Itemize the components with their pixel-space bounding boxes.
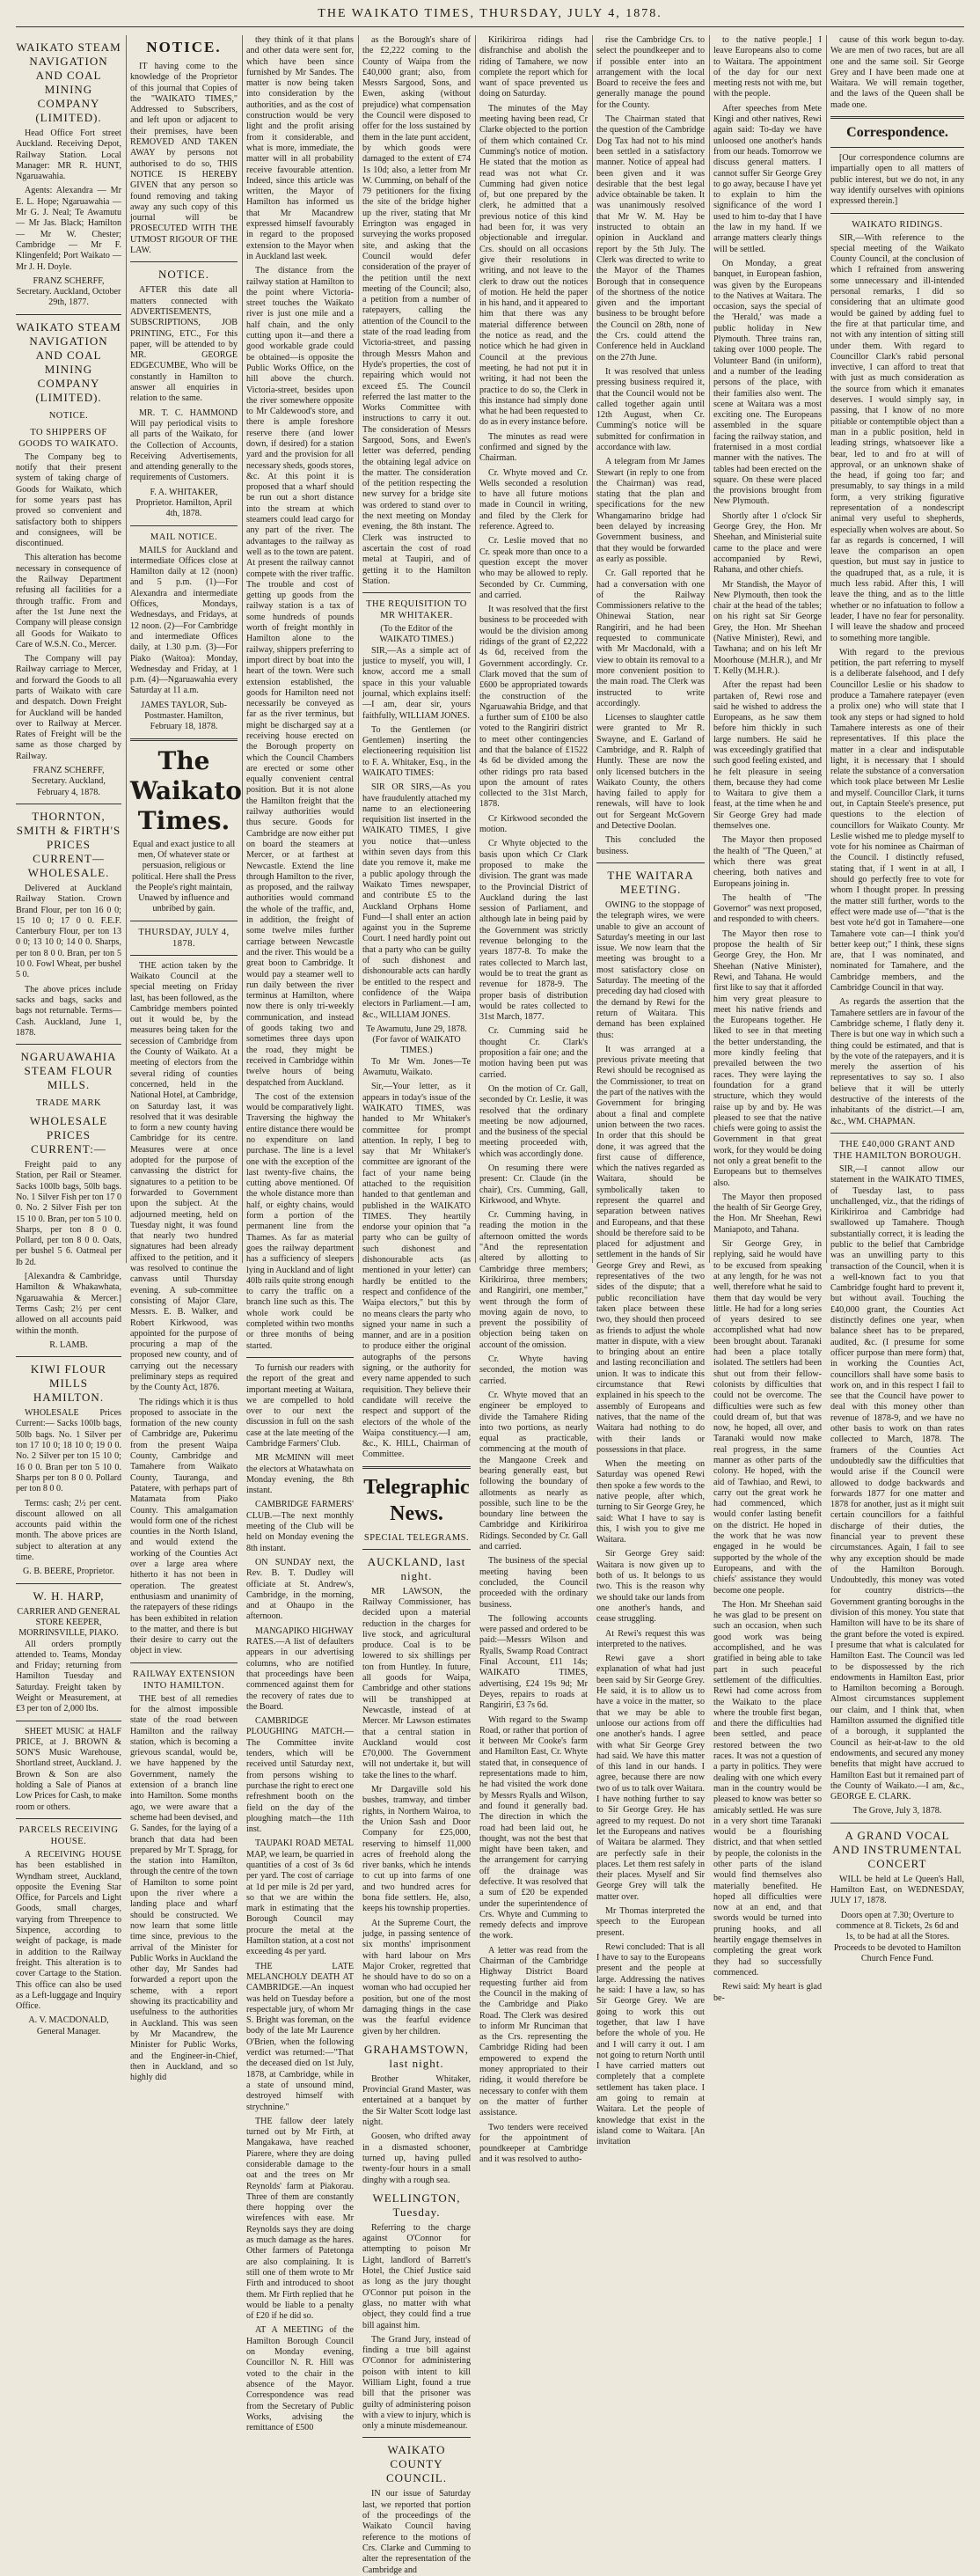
article-paragraph: After the repast had been partaken of, Rewi rose and said he wished to address the Europeans, as he saw them before him thickly in such large numbers. He said he was exceedingly gratified that such good feeling existed, and he felt pleasure in seeing them, because they had come to Waitara to give them a feast, at the time when he and Sir George Grey had made themselves one. xyxy=(713,680,822,832)
article-paragraph: IT having come to the knowledge of the Proprietor of this journal that Copies of the "WAIKATO TIMES," Addressed to Subscribers, and left upon or adjacent to their premises, have been REMOVED AND TAKEN AWAY by persons not authorised to do so, THIS NOTICE IS HEREBY GIVEN that any person so found removing and taking away any such copy of this journal will be PROSECUTED WITH THE UTMOST RIGOUR OF THE LAW. xyxy=(130,62,238,256)
section-heading: W. H. HARP, xyxy=(33,1589,105,1603)
byline: R. LAMB. xyxy=(49,1339,88,1350)
header-title: THE WAIKATO TIMES, THURSDAY, JULY 4, 1878. xyxy=(318,7,662,20)
article-paragraph: Brother Whitaker, Provincial Grand Master, was entertained at a banquet by the Sir Walter Scott lodge last night. xyxy=(362,2073,471,2128)
sub-heading: PARCELS RECEIVING HOUSE. xyxy=(18,1824,119,1846)
byline: A. V. MACDONALD, General Manager. xyxy=(28,2015,109,2037)
section-heading: THORNTON, SMITH & FIRTH'S PRICES CURRENT—WHOLESALE. xyxy=(16,809,121,879)
column-rule xyxy=(130,955,238,956)
sub-heading: RAILWAY EXTENSION INTO HAMILTON. xyxy=(132,1669,236,1691)
sub-heading: TO SHIPPERS OF GOODS TO WAIKATO. xyxy=(18,427,119,449)
article-paragraph: A telegram from Mr James Stewart (in reply to one from the Chairman) was read, stating that the plan and specifications for the new Whangamarino bridge had been delayed by increasing Government business, and that they would be forwarded as early as possible. xyxy=(596,457,705,564)
article-paragraph: Mr Dargaville sold his bushes, tramway, and timber rights, in Northern Wairoa, to the Union Sash and Door Company for £25,000, reserving to himself 11,000 acres of freehold along the river banks, which he intends to cut up into farms of one and two hundred acres for bona fide settlers. He, also, keeps his township properties. xyxy=(362,1785,471,1914)
column-8 xyxy=(830,35,964,1963)
article-paragraph: Terms: cash; 2½ per cent. discount allowed on all accounts paid within the month. The above prices are subject to alteration at any time. xyxy=(16,1498,121,1563)
column-7 xyxy=(713,35,822,2003)
article-paragraph: The Company beg to notify that their present system of taking charge of Goods for Waikato, which for some years past has proved so convenient and satisfactory both to shippers and consignees, will be discontinued. xyxy=(16,451,121,549)
section-masthead: Correspondence. xyxy=(846,125,948,141)
column-rule xyxy=(16,1583,121,1584)
column-3 xyxy=(246,35,354,2433)
article-paragraph: A RECEIVING HOUSE has been established in Wyndham street, Auckland, opposite the Evening Star Office, for Parcels and Light Goods, small charges, varying from Threepence to Sixpence, according to weight of package, is made in addition to the Railway freight. This alteration is to cover Cartage to the Station. This office can also be used as a Left-luggage and Inquiry Office. xyxy=(16,1849,121,2012)
column-separator xyxy=(709,35,710,1263)
article-paragraph: As regards the assertion that the Tamahere settlers are in favour of the Cambridge scheme, I flatly deny it. There is but one way in which such a thing could be estimated, and that is by the vote of the ratepayers, and it is merely the assertion of his representatives to say so. I also believe that it will be utterly destructive of the interests of the inhabitants of the district.—I am, &c., WM. CHAPMAN. xyxy=(830,997,964,1127)
article-paragraph: ON SUNDAY next, the Rev. B. T. Dudley will officiate at St. Andrew's, Cambridge, in the morning, and at Ohaupo in the afternoon. xyxy=(246,1557,354,1622)
article-paragraph: The business of the special meeting having been concluded, the Council proceeded with the ordinary business. xyxy=(479,1556,588,1610)
article-paragraph: THE best of all remedies for the almost impossible state of the road between Hamilton and the railway station, which is becoming a grievous scandal, would be, we have happened by the Government, namely the extension of a branch line into Hamilton. Some months ago, we were aware that a scheme had been devised, and G. Sandes, for the laying of a branch that data had been prepared by Mr T. Spragg, for the station into Hamilton, through the centre of the town of Hamilton to some point upon the river where a landing place and wharf should be constructed. We now learn that some little time since, previous to the arrival of the Minister for Public Works in Auckland the other day, Mr Sandes had forwarded a report upon the scheme, with a report showing its practicability and usefulness to the authorities in Auckland. This was seen by Mr Macandrew, the Minister for Public Works, and the Engineer-in-Chief, then in Auckland, and so highly did xyxy=(130,1693,238,2083)
article-paragraph: The health of "The Governor" was next proposed, and responded to with cheers. xyxy=(713,892,822,925)
article-paragraph: AT A MEETING of the Hamilton Borough Council on Monday evening, Councillor N. R. Hill was voted to the chair in the absence of the Mayor. Correspondence was read from the Secretary of Public Works, advising the remittance of £500 xyxy=(246,2325,354,2433)
section-heading: WAIKATO COUNTY COUNCIL. xyxy=(385,2443,448,2485)
article-paragraph: Cr Whyte objected to the basis upon which Cr Clark proposed to make the division. The grant was made to the Provincial District of Auckland during the last session of Parliament, and although late in being paid by the Government was strictly revenue belonging to the years 1877-8. To make the rates collected to March last, would be to treat the grant as revenue for 1878-9. The proper basis of distribution would be rates collected to 31st March, 1877. xyxy=(479,839,588,1023)
column-5 xyxy=(479,35,588,2165)
newspaper-masthead: The Waikato Times. xyxy=(130,745,242,835)
article-paragraph: Rewi said: My heart is glad be- xyxy=(713,1982,822,2003)
section-heading: WELLINGTON, Tuesday. xyxy=(372,2191,461,2219)
article-paragraph: With regard to the Swamp Road, or rather that portion of it between Mr Cooke's farm and Hamilton East, Cr. Whyte stated that, in consequence of representations made to him, he had visited the work done by Messrs Ryalls and Wilson, and found it generally bad. The direction in which the road had been laid out, he thought, was not the best that might have been taken, and the arrangement for carrying off the drainage was defective. It was resolved that a sum of £20 be expended under the superintendence of Crs. Whyte and Cumming to remedy defects and improve the work. xyxy=(479,1714,588,1941)
section-heading: WHOLESALE PRICES CURRENT:— xyxy=(29,1114,108,1156)
article-paragraph: This alteration has become necessary in consequence of the Railway Department refusing all facilities for a through traffic. From and after the 1st June next the Company will please consign all Goods for Waikato to Care of W.S.N. Co., Mercer. xyxy=(16,553,121,650)
article-paragraph: [Our correspondence columns are impartially open to all matters of public interest, but we do not, in any way identify ourselves with opinions expressed therein.] xyxy=(830,153,964,207)
article-paragraph: WILL be held at Le Queen's Hall, Hamilton East, on WEDNESDAY, JULY 17, 1878. xyxy=(830,1874,964,1906)
article-paragraph: Cr. Cumming having, in reading the motion in the afternoon omitted the words "And the representation altered by allotting to Cambridge three members; Kirikiriroa, three members; and Rangiriri, one member," went through the form of moving again de novo, to prevent the possibility of objection being taken on account of the omission. xyxy=(479,1210,588,1350)
article-paragraph: Mr Thomas interpreted the speech to the European present. xyxy=(596,1905,705,1938)
article-paragraph: IN our issue of Saturday last, we reported that portion of the proceedings of the Waikato Council having reference to the motions of Crs. Clarke and Cumming to alter the representation of the Cambridge and xyxy=(362,2489,471,2575)
byline: The Grove, July 3, 1878. xyxy=(852,1806,942,1816)
byline: FRANZ SCHERFF, Secretary. Auckland, February 4, 1878. xyxy=(32,766,106,797)
article-paragraph: SIR OR SIRS,—As you have fraudulently attached my name to an electioneering requisition list inserted in the WAIKATO TIMES, I give you notice that—unless within seven days from this date you remove it, make me a public apology through the Waikato Times newspaper, and contribute £5 to the Auckland Orphans Home Fund—I shall enter an action against you in the Supreme Court. I need hardly point out that a party who can be guilty of such dishonest and dishonourable acts can hardly be entitled to the respect and confidence of the Waipa electors in Parliament.—I am, &c., WILLIAM JONES. xyxy=(362,782,471,1020)
article-paragraph: OWING to the stoppage of the telegraph wires, we were unable to give an account of Saturday's meeting in our last issue. We now learn that the meeting was brought to a most satisfactory close on Saturday. The meeting of the preceding day had closed with the demand by Rewi for the return of Waitara. This demand has been explained thus: xyxy=(596,899,705,1040)
byline: Doors open at 7.30; Overture to commence at 8. Tickets, 2s 6d and 1s, to be had at all the Stores. Proceeds to be devoted to Hamilton Church Fence Fund. xyxy=(833,1910,962,1963)
column-rule xyxy=(362,592,471,593)
section-heading: WAIKATO STEAM NAVIGATION AND COAL MINING COMPANY (LIMITED). xyxy=(16,319,121,404)
article-paragraph: It was arranged at a previous private meeting that Rewi should be recognised as the Commissioner, to treat on the part of the natives with the Government for bringing about a final and complete union between the two races. In order that this should be done, it was agreed that the first cause of difference, which the natives regarded as Waitara, should be symbolically taken to represent the quarrel and separation between natives and Europeans, and that these should be therefore said to be placed for adjustment and settlement in the hands of Sir George Grey and Rewi, as representatives of the two sides of the dispute; that a public reconciliation have taken place between these two, they should then proceed as friends to adjust the whole matter in dispute, with a view to bringing about an entire and lasting reconciliation and union. It was to indicate this circumstance that Rewi explained in his speech to the assembly of Europeans and natives, that the name of the Waitara had nothing to do with their lands or possessions in that place. xyxy=(596,1044,705,1455)
column-rule xyxy=(130,525,238,526)
article-paragraph: rise the Cambridge Crs. to select the poundkeeper and to if possible enter into an arrangement with the local Board to receive the fees and generally manage the pound for the County. xyxy=(596,35,705,110)
column-separator xyxy=(242,35,243,1263)
page-header xyxy=(0,7,980,21)
section-heading: GRAHAMSTOWN, last night. xyxy=(363,2042,469,2070)
article-paragraph: The distance from the railway station at Hamilton to the point where Victoria-street touches the Waikato river is just one mile and a half chain, and the only cutting upon it—and there a good workable grade could be obtained—is opposite the Public Works Office, on the hill above the church. Victoria-street, besides upon the river somewhere opposite to Mr Caldewood's store, and there is ample foreshore reserve there (and lower down, if desired) for a station yard and the provision for all necessary sheds, goods stores, &c. At this point it is proposed that a wharf should be run out a short distance into the stream at which steamers could lead cargo for any part of the river. The advantages to the railway as well as to the town are patent. At present the railway cannot compete with the river traffic. The trouble and cost of getting up goods from the railway station is a tax of some hundreds of pounds worth of freight monthly in Hamilton alone to the railway, shippers preferring to import direct by boat into the heart of the town. Were such extension established, the goods for Hamilton need not necessarily be conveyed as far as the river terminus, but might be discharged say at a receiving house erected on the Borough property on which the Council Chambers are erected or some other equally convenient central position. But it is not alone the Hamilton freight that the railway authorities would thus secure. Goods for Cambridge are now either put on board the steamers at Mercer, or at farthest at Newcastle. Extend the line through Hamilton to the river, as proposed, and the railway authorities would command the whole of the traffic, and, in addition, the freight of some twelve miles further carriage between Newcastle and the river. This would be a great boon to Cambridge. It would pay a steamer well to run daily between the river terminus at Hamilton, where now there is only tri-weekly communication, and instead of goods taking two and sometimes three days upon the road, they might be received in Cambridge within twelve hours of being despatched from Auckland. xyxy=(246,266,354,1088)
article-paragraph: To furnish our readers with the report of the great and important meeting at Waitara, we are compelled to hold over to our next the discussion in full on the sash case at the late meeting of the Cambridge Farmers' Club. xyxy=(246,1362,354,1449)
column-4 xyxy=(362,35,471,2575)
article-paragraph: With regard to the previous petition, the part referring to myself is a deliberate falsehood, and I defy Councillor Leslie or his shadow to produce a Tamahere ratepayer (even a prolix one) who will state that I took any steps or had signed to hold Tamahere interests as one of their representatives. If this place the matter in a clear and indisputable light, it is necessary that I should relate the substance of a conversation which took place between Mr Leslie and myself. Councillor Clark, it turns out, in Captain Steele's presence, put questions to the election of councillors for Waikato County. Mr Leslie wished me to pledge myself to vote for his nominee as Chairman of the Council. I distinctly refused, stating that, if I went in at all, I should go perfectly free to vote for whom I thought proper. In pressing the matter still further, words to the effect were made use of—"that is the best vote he'd got in Tamahere—one Tamahere vote can—I think you'd better keep out;" I think, these signs are, that I was nominated, and nominated for Tamahere, and the Cambridge members, and the Cambridge Council in that way. xyxy=(830,647,964,994)
article-paragraph: SHEET MUSIC at HALF PRICE, at J. BROWN & SON'S Music Warehouse, Shortland street, Auckland. J. Brown & Son are also holding a Sale of Pianos at Low Prices for Cash, to make room or others. xyxy=(16,1726,121,1812)
article-paragraph: CAMBRIDGE FARMERS' CLUB.—The next monthly meeting of the Club will be held on Monday evening the 8th instant. xyxy=(246,1500,354,1553)
article-paragraph: After speeches from Mete Kingi and other natives, Rewi again said: To-day we have unloosed one another's hands from our heads. Tomorrow we discuss general matters. I cannot suffer Sir George Grey to go away, because I have yet to explain to him the significance of the word I used to him to-day that I have the law in my hand. If we arrange matters clearly things will be settled. xyxy=(713,103,822,254)
article-paragraph: On resuming there were present: Cr. Claude (in the chair), Crs. Cumming, Gall, Kirkwood, and Whyte. xyxy=(479,1163,588,1206)
article-paragraph: SIR,—With reference to the special meeting of the Waikato County Council, at the conclusion of which I refrained from answering some unnecessary and ill-intended personal remarks, I did so considering that an ultimate good would be gained by adding fuel to the fire at that particular time, and not with any intention of sitting still under them. With regard to Councillor Clark's rabid personal invective, I can afford to treat that with just as much consideration as the source from which it emanates deserves. I would simply say, in passing, that I know of no more pitiable or contemptible object than a man in a public position, held in leading strings, whatsoever like a bear, led to and fro at will of approval, or an unknown shake of the head, if going too far; and presumably, to say things in a mild form, a very striking figurative representation of a nondescript animal very useful to shepherds, especially when wolves are about. So far as regards is concerned, I will leave the comparison an open question, but must say in justice to the quadruped that, as a rule, it is much less rabid. After this, I will leave the thing, and as to the little whether or no infatuation to follow a leader, I have no fear for personality. I will leave the shadow and proceed to something more tangible. xyxy=(830,232,964,643)
section-heading: NOTICE. xyxy=(146,39,222,55)
sub-heading: THURSDAY, JULY 4, 1878. xyxy=(138,927,230,949)
byline: CARRIER AND GENERAL STORE KEEPER, MORRINSVILLE, PIAKO. xyxy=(17,1606,121,1639)
column-rule xyxy=(246,1357,354,1358)
article-paragraph: they think of it that plans and other data were sent for, which have been since furnished by Mr Sandes. The matter is now being taken into consideration by the authorities, and as the cost of construction would be very light and the profit arising from it considerable, and what is more, immediate, the matter will in all probability receive favourable attention. Indeed, since this article was written, the Mayor of Hamilton has informed us that Mr Macandrew expressed himself favourably in regard to the proposed extension to the Mayor when in Auckland last week. xyxy=(246,35,354,261)
column-rule xyxy=(130,1662,238,1663)
article-paragraph: All orders promptly attended to. Teams, Monday and Friday; returning from Hamilton Tuesday and Saturday. Freight taken by Weight or Measurement, at £3 per ton of 2,000 lbs. xyxy=(16,1639,121,1714)
column-rule xyxy=(362,1466,471,1469)
article-paragraph: The following accounts were passed and ordered to be paid:—Messrs Wilson and Ryalls, Swamp Road Contract Final Account, £11 14s; WAIKATO TIMES, advertising, £24 19s 9d; Mr Deyes, repairs to roads at Rangiriri, £3 7s 6d. xyxy=(479,1613,588,1711)
column-rule xyxy=(16,1356,121,1357)
article-paragraph: Cr. Whyte moved and Cr. Wells seconded a resolution to have all future motions made in Council in writing, and filed by the Clerk for reference. Agreed to. xyxy=(479,467,588,532)
article-paragraph: Cr. Leslie moved that no Cr. speak more than once to a question except the mover who may be allowed to reply. Seconded by Cr. Cumming, and carried. xyxy=(479,536,588,600)
column-rule xyxy=(362,1549,471,1550)
article-paragraph: as the Borough's share of the £2,222 coming to the County of Waipa from the £40,000 grant; also, from Messrs Sargood, Sons, and Ewen, asking (without prejudice) what compensation the Council were disposed to offer for the loss sustained by them in the late punt accident, by which goods were damaged to the extent of £74 1s 10d; also, a letter from Mr W. Cumming, on behalf of the 79 petitioners for the fixing the site of the bridge higher up the river, stating that Mr Errington was engaged in surveying the works proposed site, and asking that the Council would defer consideration of the prayer of the petition until the next meeting of the Council; also, a petition from a number of ratepayers, calling the attention of the Council to the state of the road leading from Victoria-street, and passing through Messrs Mahon and Hyde's properties, the cost of repairing which would not exceed £5. The Council referred the last matter to the Works Committee with instructions to carry it out. The consideration of Messrs Sargood, Sons, and Ewen's letter was deferred, pending the obtaining legal advice on the matter. The consideration of the petition respecting the new survey for a bridge site was ordered to stand over to the next meeting on Monday evening, the 8th instant. The Clerk was instructed to ascertain the cost of road metal at Taupiri, and of getting it to the Hamilton Station. xyxy=(362,35,471,586)
column-rule xyxy=(16,1044,121,1045)
article-paragraph: MR. T. C. HAMMOND Will pay periodical visits to all parts of the Waikato, for the Collection of Accounts, Receiving Advertisements, and attending generally to the requirements of Customers. xyxy=(130,407,238,483)
byline: Te Awamutu, June 29, 1878. xyxy=(366,1024,467,1034)
sub-heading: THE REQUISITION TO MR WHITAKER. xyxy=(366,599,467,621)
article-paragraph: On the motion of Cr. Gall, seconded by Cr. Leslie, it was resolved that the ordinary meeting be now adjourned, and the business of the special meeting proceeded with, which was accordingly done. xyxy=(479,1083,588,1159)
article-paragraph: cause of this work begun to-day. We are men of two races, but are all one and the same soil. Sir George Grey and I have been made one at Waitara. We will remain together, and the laws of the Queen shall be made one. xyxy=(830,35,964,110)
article-paragraph: AFTER this date all matters connected with ADVERTISEMENTS, SUBSCRIPTIONS, JOB PRINTING, ETC., For this paper, will be attended to by MR. GEORGE EDGECUMBE, Who will be constantly in Hamilton to answer all enquiries in relation to the same. xyxy=(130,285,238,404)
article-paragraph: On Monday, a great banquet, in European fashion, was given by the Europeans to the Natives at Waitara. The occasion, says the special of the 'Herald,' was made a public holiday in New Plymouth. Three trains ran, taking over 1000 people. The Volunteer Band (in uniform), and a number of the leading persons of the place, with their families also went. The scene at Waitara was a most exciting one. The Europeans assembled in the square facing the railway station, and fraternised in a most cordial manner with the natives. The tables had been erected on the square. On these were placed the provisions brought from New Plymouth. xyxy=(713,258,822,507)
column-rule xyxy=(130,738,238,741)
column-6 xyxy=(596,35,705,2147)
byline: F. A. WHITAKER, Proprietor. Hamilton, April 4th, 1878. xyxy=(135,487,232,519)
column-1 xyxy=(16,35,122,2037)
article-paragraph: [Alexandra & Cambridge, Hamilton & Whakawhata, Ngaruawahia & Mercer.] Terms Cash; 2½ per cent allowed on all accounts paid within the month. xyxy=(16,1272,121,1336)
article-paragraph: SIR,—I cannot allow our statement in the WAIKATO TIMES, of Tuesday last, to pass unchallenged, viz., that the ridings of Kirikiriroa and Cambridge had swallowed up Tamahere. Though substantially correct, it is leading the public to the belief that Cambridge was an unwilling party to this transaction of the Council, when it is a well-known fact to you that Cambridge fought hard to prevent it, but without avail. Touching the £40,000 grant, the Counties Act distinctly defines one year, when balance sheet has to be prepared, audited, &c. (I presume for some officer purpose than mere form) that, in working the Counties Act, councillors shall have some basis to work on, and in this respect I fail to see that the Council have power to deal with this money other than revenue of 1878-9, and we have no other basis to work on than rates collected to March, 1878. The framers of the Counties Act undoubtedly saw the difficulties that would arise if the Council were allowed to dodge backwards and forwards 1877 for one matter and 1878 for another, just as it might suit certain councillors for a faithful discharge of their duties, the financial year to prevent these circumstances. Again, I fail to see why any exception should be made of the Hamilton Borough. Undoubtedly, this money was voted for country districts—the Government granting boroughs in the division of this money. You state that Hamilton will have to be its share of the grant before the voted is expired. I presume that what is calculated for Hamilton East. The Council was led to be dispossessed by the rich endowments in Hamilton East, prior to Hamilton becoming a Borough. Almost circumstances supplement our claim, and I think that, when Hamilton assumed the dignified title of a borough, it supplanted the Council as heir-at-law to the old endowments, and secured any money benefits that might have accrued to Hamilton East but it remained part of the County of Waikato.—I am, &c., GEORGE E. CLARK. xyxy=(830,1163,964,1802)
column-2 xyxy=(130,35,242,2083)
article-paragraph: The Mayor then proposed the health of Sir George Grey, the Hon. Mr Sheehan, Rewi Maniapoto, and Tahana. xyxy=(713,1192,822,1235)
section-heading: THE WAITARA MEETING. xyxy=(607,868,694,896)
article-paragraph: The cost of the extension would be comparatively light. Traversing the highway the entire distance there would be no expenditure on land purchase. The line is a level one with the exception of the last twenty-five chains, the cutting above mentioned. Of the whole distance more than half, or eighty chains, would form a portion of the permanent line from the Thames. As far as material goes the railway department has a sufficiency of sleepers lying in Auckland and of light 40lb rails quite strong enough to carry the traffic on a branch line such as this. The whole work could be completed within two months or three months of being started. xyxy=(246,1091,354,1351)
column-rule xyxy=(830,213,964,214)
article-paragraph: Rewi gave a short explanation of what had just been said by Sir George Grey. He said, it is to allow us to have a voice in the matter, so that we may be able to unloose our actions from off one another's hands. I agree with what Sir George Grey had said. We have this matter of this land in our hands. I agree, because there are now two of us to talk over Waitara. I have nothing further to say to Sir George Grey. He has agreed to my request. Do not let the Europeans and natives of Waitara be alarmed. They are perfectly safe in their places. Let them rest safely in their places. Myself and Sir George Grey will talk the matter over. xyxy=(596,1654,705,1902)
column-rule xyxy=(16,314,121,315)
article-paragraph: WHOLESALE Prices Current:— Sacks 100lb bags, 50lb bags. No. 1 Silver per ton 17 10 0; 18 10 0; 19 0 0. No. 2 Silver per ton 15 10 0; 16 0 0. Bran per ton 5 10 0. Sharps per ton 8 0 0. Pollard per ton 8 0 0. xyxy=(16,1408,121,1494)
section-heading: WAIKATO STEAM NAVIGATION AND COAL MINING COMPANY (LIMITED). xyxy=(16,40,121,124)
article-paragraph: MR McMINN will meet the electors at Whatawhata on Monday evening, the 8th instant. xyxy=(246,1453,354,1496)
column-rule xyxy=(830,147,964,148)
article-paragraph: Two tenders were received for the appointment of poundkeeper at Cambridge and it was resolved to autho- xyxy=(479,2122,588,2165)
article-paragraph: Cr. Gall reported that he had a conversation with one of the Railway Commissioners relative to the Ohinewai Station, near Rangiriri, and he had been requested to communicate with Mr Macdonald, with a view to obtain its removal to a more convenient position to the main road. The Clerk was instructed to write accordingly. xyxy=(596,569,705,708)
article-paragraph: Cr Kirkwood seconded the motion. xyxy=(479,813,588,835)
article-paragraph: To the Gentlemen (or Gentlemen) inserting the electioneering requisition list to F. A. Whitaker, Esq., in the WAIKATO TIMES: xyxy=(362,724,471,778)
byline: Equal and exact justice to all men, Of whatever state or persuasion, religious or political. Here shall the Press the People's right maintain, Unawed by influence and unbribed by gain. xyxy=(131,839,236,914)
article-paragraph: Licenses to slaughter cattle were granted to Mr R. Swayne, and E. Garland of Cambridge, and R. Ralph of Huntly. These are now the only licensed butchers in the Waikato County, the others having failed to apply for renewals, will have to look out for Sergeant McGovern and Detective Doolan. xyxy=(596,713,705,832)
sub-heading: THE £40,000 GRANT AND THE HAMILTON BOROUGH. xyxy=(833,1139,962,1161)
article-paragraph: Referring to the charge against O'Connor for attempting to poison Mr Light, landlord of Barrett's Hotel, the Chief Justice said as long as the jury thought O'Connor put poison in the glass, no matter with what object, they could find a true bill against him. xyxy=(362,2222,471,2330)
article-paragraph: Freight paid to any Station, per Rail or Steamer. Sacks 100lb bags, 50lb bags. No. 1 Silver Fish per ton 17 0 0. No. 2 Silver Fish per ton 15 10 0. Bran, per ton 5 10 0. Sharps, per ton 8 0 0. Pollard, per ton 8 0 0. Oats, per bushel 5 6. Oatmeal per lb 2d. xyxy=(16,1160,122,1267)
section-heading: AUCKLAND, last night. xyxy=(367,1554,466,1582)
column-separator xyxy=(592,35,593,1263)
article-paragraph: The minutes as read were confirmed and signed by the Chairman. xyxy=(479,431,588,464)
article-paragraph: The Hon. Mr Sheehan said he was glad to be present on such an occasion, when such good work was being accomplished, and he was gratified in being able to take part in such peaceful settlement of the difficulties. Rewi had come across from the Waikato to the place where the trouble first began, and there the difficulties had been settled, and peace restored between the two races. It was not a question of a party in politics. They were dealing with one which every man in the country would be pleased to know was better so amicably settled. He was sure in a very short time Taranaki would be a flourishing district, and that when settled by people, the colonists in the other parts of the island would find themselves also materially benefited. He hoped all difficulties were now at an end, and that swords would be turned into pruning hooks, and all heartily engage themselves in completing the great work they had so successfully commenced. xyxy=(713,1599,822,1978)
column-rule xyxy=(362,2437,471,2438)
sub-heading: TRADE MARK xyxy=(35,1098,102,1109)
column-rule xyxy=(596,862,705,863)
column-rule xyxy=(830,1823,964,1824)
article-paragraph: Cr. Cumming said he thought Cr. Clark's proposition a fair one; and the motion having been put was carried. xyxy=(479,1026,588,1080)
byline: FRANZ SCHERFF, Secretary. Auckland, October 29th, 1877. xyxy=(16,275,121,308)
column-separator xyxy=(475,35,476,1263)
article-paragraph: The Mayor then proposed the health of "The Queen," at which there was great cheering, both natives and Europeans joining in. xyxy=(713,835,822,889)
article-paragraph: MAILS for Auckland and intermediate Offices close at Hamilton daily at 12 (noon) and 5 p.m. (1)—For Alexandra and intermediate Offices, Mondays, Wednesdays, and Fridays, at 12 noon. (2)—For Cambridge and intermediate Offices daily, at 1.30 p.m. (3)—For Piako (Waitoa): Monday, Wednesday and Friday, at 1 p.m. (4)—Ngaruawahia every Saturday at 11 a.m. xyxy=(130,545,238,696)
article-paragraph: The minutes of the May meeting having been read, Cr Clarke objected to the portion of them which contained Cr. Cumming's notice of motion. He stated that the motion as read was not what Cr. Cumming had given notice of, but one prepared by the clerk, he admitted that a previous notice of this kind had been for, it was very objectionable and irregular. Crs. should on all occasions give their resolutions in writing, and not leave to the clerk to draw out the notices of motion. He held the paper in his hand, and it appeared to him that there was any material difference between the notice as read, and the notice which he had given in Council at the previous meeting, he had not put it in writing, it had not been the practice to do so, the Clerk in this instance had simply done what he had been requested to do as in every instance before. xyxy=(479,103,588,428)
article-paragraph: Delivered at Auckland Railway Station. Crown Brand Flour, per ton 16 0 0; 15 10 0; 17 0 0. F.E.F. Canterbury Flour, per ton 13 0 0; 13 10 0; 14 0 0. Sharps, per ton 8 0 0. Bran, per ton 5 10 0. Fowl Wheat, per bushel 5 0. xyxy=(16,883,121,980)
article-paragraph: The ridings which it is thus proposed to associate in the formation of the new county of Cambridge are, Pukerimu from the present Waipa County, Cambridge and Tamahere from Waikato County, Tauranga, and Patatere, with perhaps part of Matamata from Piako County. This amalgamation would form one of the richest counties in the North Island, and would extend the working of the Counties Act over a large area where hitherto it has not been in operation. The greatest enthusiasm and unanimity of the ratepayers of these ridings has been exhibited in relation to the matter, and there is but their desire to carry out the object in view. xyxy=(130,1397,238,1656)
sub-heading: NOTICE. xyxy=(48,410,89,421)
article-paragraph: Kirikiriroa ridings had disfranchise and abolish the riding of Tamahere, we now complete the report which for want of space prevented us doing on Saturday. xyxy=(479,35,588,99)
article-paragraph: To Mr Wm. Jones—Te Awamutu, Waikato. xyxy=(362,1056,471,1078)
article-paragraph: It was resolved that unless pressing business required it, that the Council would not be called together again until 12th August, when Cr. Cumming's notice will be submitted for confirmation in accordance with law. xyxy=(596,366,705,452)
article-paragraph: MANGAPIKO HIGHWAY RATES.—A list of defaulters appears in our advertising columns, who are notified that proceedings have been commenced against them for the recovery of rates due to the Board. xyxy=(246,1626,354,1712)
article-paragraph: Sir George Grey said: Waitara is now given up to both of us. It belongs to us two. This is the reason why we should take our lands from one another's hands, and cease struggling. xyxy=(596,1549,705,1625)
column-separator xyxy=(358,35,359,1263)
article-paragraph: Cr. Whyte having seconded, the motion was carried. xyxy=(479,1354,588,1386)
article-paragraph: MR LAWSON, the Railway Commissioner, has decided upon a material reduction in the charges for live stock, and agricultural produce. Coal is to be lowered to six shillings per ton from Huntley. In future, all goods for Waipa, Cambridge and other stations will be transhipped at Newcastle, instead of at Mercer. Mr Lawson estimates that a central station in Auckland would cost £70,000. The Government will not undertake it, but will take the lines to the wharf. xyxy=(362,1586,471,1780)
article-paragraph: Cr. Whyte moved that an engineer be employed to divide the Tamahere Riding into two portions, as nearly equal as practicable, commencing at the mouth of the Mangaone Creek and bearing generally east, but following the boundary of allotments as nearly as possible, such line to be the boundary line between the Cambridge and Kirikiriroa Ridings. Seconded by Cr. Gall and carried. xyxy=(479,1390,588,1552)
article-paragraph: The Grand Jury, instead of finding a true bill against O'Connor for administering poison with intent to kill William Light, found a true bill that the prisoner was guilty of administering poison with a view to injury, which is only a minute misdemeanour. xyxy=(362,2334,471,2432)
column-rule xyxy=(830,116,964,119)
column-rule xyxy=(830,1133,964,1134)
article-paragraph: The Company will pay Railway carriage to Mercer, and forward the Goods to all parts of Waikato with care and despatch. Down Freight for Auckland will be handed over to Railway at Mercer. Rates of Freight will be the same as those charged by Railway. xyxy=(16,654,121,761)
article-paragraph: CAMBRIDGE PLOUGHING MATCH.—The Committee invite tenders, which will be received until Saturday next, from persons wishing to purchase the right to erect one refreshment booth on the field on the day of the ploughing match—the 11th inst. xyxy=(246,1716,354,1835)
article-paragraph: TAUPAKI ROAD METAL MAP, we learn, be quarried in quantities of a cost of 3s 6d per yard. The cost of carriage at 1d per mile is 2d per yard, so that we are within the mark in estimating that the Borough Council may procure the metal at the Hamilton station, at a cost not exceeding 4s per yard. xyxy=(246,1838,354,1957)
article-paragraph: Head Office Fort street Auckland. Receiving Depot, Railway Station. Local Manager: MR R. HUNT, Ngaruawahia. xyxy=(16,128,121,182)
article-paragraph: THE fallow deer lately turned out by Mr Firth, at Mangakawa, have reached Piarere, where they are doing considerable damage to the oat and the trees on Mr Reynolds' farm at Piakorau. Three of them are constantly there hopping over the wirefences with ease. Mr Reynolds says they are doing as much damage as the hares. Other farmers of Patetonga are also complaining. It is still one of them wrote to Mr Firth and introduced to shoot them. Mr Firth replied that he would be liable to a penalty of £20 if he did so. xyxy=(246,2116,354,2322)
article-paragraph: A letter was read from the Chairman of the Cambridge Highway District Board requesting further aid from the Council in the making of the Cambridge and Piako Road. The Clerk was desired to inform Mr Runciman that as the Crs. representing the Cambridge Riding had been empowered to expend the money appropriated to their riding, it would therefore be necessary to confer with them on the matter of further assistance. xyxy=(479,1945,588,2118)
article-paragraph: When the meeting on Saturday was opened Rewi then spoke a few words to the native people, after which, turning to Sir George Grey, he said: What I have to say is this, I wish you to give me Waitara. xyxy=(596,1459,705,1545)
article-paragraph: Sir,—Your letter, as it appears in today's issue of the WAIKATO TIMES, was handed to Mr Whitaker's committee for prompt attention. In reply, I beg to say that Mr Whitaker's committee are ignorant of the fact of your name being attached to the requisition handed to that gentleman and published in the WAIKATO TIMES. They heartily endorse your opinion that "a party who can be guilty of such dishonest and dishonourable acts (as mentioned in your letter) can hardly be entitled to the respect and confidence of the Waipa electors," but this by no means clears the party who signed your name in such a manner, and are in a position to produce either the original autographs of the persons signing, or the authority for every name appended to such requisition. They believe their candidate will receive the respect and support of the electors of the whole of the Waipa constituency.—I am, &c., K. HILL, Chairman of Committee. xyxy=(362,1082,471,1460)
article-paragraph: Shortly after 1 o'clock Sir George Grey, the Hon. Mr Sheehan, and Ministerial suite came to the place and were accompanied by Rewi, Rahana, and other chiefs. xyxy=(713,510,822,576)
column-rule xyxy=(16,1818,121,1819)
byline: G. B. BEERE, Proprietor. xyxy=(22,1567,115,1577)
section-heading: A GRAND VOCAL AND INSTRUMENTAL CONCERT xyxy=(832,1828,962,1870)
section-heading: KIWI FLOUR MILLS HAMILTON. xyxy=(30,1362,107,1405)
article-paragraph: The Mayor then rose to propose the health of Sir George Grey, the Hon. Mr Sheehan (Native Minister), Rewi, and Tahana. He would first like to say that it afforded him very great pleasure to meet his native friends and the Europeans together. He liked to see in that meeting the better understanding, the more kindly feeling that prevailed between the two races. They were laying the foundation for a grand structure, which they would raise up by and by. He was pleased to see that the native chiefs were going to assist the Government in that great work, for they would be doing not only a great benefit to the Europeans but to themselves also. xyxy=(713,928,822,1188)
article-paragraph: It was resolved that the first business to be proceeded with would be the division among ridings of the grant of £2,222 4s 6d, received from the Government accordingly. Cr. Clark moved that the sum of £600 be appropriated towards the construction of the Ngaruawahia Bridge, and that a further sum of £100 be also voted to the Rangiriri district to meet other contingencies and that the balance of £1522 4s 6d be divided among the other ridings pro rata based upon the amount of rates collected to the 31st March, 1878. xyxy=(479,605,588,810)
article-paragraph: Goosen, who drifted away in a dismasted schooner, turned up, having pulled twenty-four hours in a small dinghy with a rough sea. xyxy=(362,2132,471,2185)
section-heading: NGARUAWAHIA STEAM FLOUR MILLS. xyxy=(20,1050,117,1092)
section-heading: NOTICE. xyxy=(158,268,209,282)
article-paragraph: At Rewi's request this was interpreted to the natives. xyxy=(596,1628,705,1649)
article-paragraph: SIR,—As a simple act of justice to myself, you will, I know, accord me a small space in this your valuable journal, which explains itself:—I am, dear sir, yours faithfully, WILLIAM JONES. xyxy=(362,645,471,721)
article-paragraph: Mr Standish, the Mayor of New Plymouth, then took the chair at the head of the tables; on his right sat Sir George Grey, the Hon. Mr Sheehan (Native Minister), Rewi, and Tawhana; and on his left Mr Moorhouse (M.H.R.), and Mr T. Kelly (M.H.R.). xyxy=(713,579,822,676)
article-paragraph: The Chairman stated that the question of the Cambridge Dog Tax had not to his mind been settled in a satisfactory manner. Notice of appeal had been given and it was desirable that the best legal advice obtainable be taken. It was unanimously resolved that Mr W. M. Hay be instructed to obtain an opinion in Auckland and report by the 5th July. The Clerk was directed to write to the Mayor of the Thames Borough that in consequence of the shortness of the notice given and the important business to be brought before the Council on 28th, none of the Crs. could attend the Conference held in Auckland on the 27th June. xyxy=(596,114,705,363)
sub-heading: WAIKATO RIDINGS. xyxy=(852,219,943,230)
section-masthead: Telegraphic News. xyxy=(363,1475,470,1525)
column-separator xyxy=(126,35,127,1263)
article-paragraph: to the native people.] I leave Europeans also to come to Waitara. The appointment of the day for our next meeting rests not with me, but with the people. xyxy=(713,35,822,99)
article-paragraph: At the Supreme Court, the judge, in passing sentence of six months' imprisonment with hard labour on Mrs Major Croker, regretted that he should have to do so on a woman who had occupied her position, but one of the most damaging things in the case was the fearful evidence given by her children. xyxy=(362,1918,471,2037)
header-rule xyxy=(16,26,964,27)
byline: (For favor of WAIKATO TIMES.) xyxy=(372,1035,461,1056)
article-paragraph: The above prices include sacks and bags, sacks and bags not returnable. Terms—Cash. Auckland, June 1, 1878. xyxy=(16,984,121,1038)
article-paragraph: Rewi concluded: That is all I have to say to the Europeans present and the people at large. Addressing the natives he said: I have a law, so has Sir George Grey. We are going to work this out together, that law I have before the whole of you. He and I will carry it out. I am not going to return North until I have carried matters out completely that a complete settlement has taken place. I am going to remain at Waitara. Let the people of knowledge that exist in the island come to Waitara. [An invitation xyxy=(596,1941,705,2147)
column-separator xyxy=(826,35,827,1263)
byline: (To the Editor of the WAIKATO TIMES.) xyxy=(379,624,454,645)
article-paragraph: THE action taken by the Waikato Council at the special meeting on Friday last, has been followed, as the Cambridge members pointed out it would be, by the measures being taken for the secession of Cambridge from the County of Waikato. At a meeting of electors from the several riding of counties concerned, held in the National Hotel, at Cambridge, on Saturday last, it was resolved that it was desirable to form a new county having Cambridge for its centre. Measures were at once adopted for the purpose of canvassing the district for signatures to a petition to be forwarded to Government upon the subject. At the adjourned meeting, held on Tuesday night, it was found that nearly two hundred signatures had been already affixed to the petition, and it was resolved to continue the canvass until Thursday evening. A sub-committee consisting of Major Clare, Messrs. E. B. Walker, and Robert Kirkwood, was appointed for the purpose of procuring a map of the proposed new county, and of carrying out the necessary preliminary steps as required by the County Act, 1876. xyxy=(130,960,238,1393)
column-rule xyxy=(130,261,238,262)
byline: JAMES TAYLOR, Sub-Postmaster. Hamilton, February 18, 1878. xyxy=(141,700,227,732)
article-paragraph: THE LATE MELANCHOLY DEATH AT CAMBRIDGE.—An inquest was held on Tuesday before a respectable jury, of whom Mr S. Bright was foreman, on the body of the late Mr Laurence O'Brien, when the following verdict was returned:—"That the deceased died on 1st July, 1878, at Cambridge, while in a state of unsound mind, destroyed himself with strychnine." xyxy=(246,1961,354,2112)
sub-heading: SPECIAL TELEGRAMS. xyxy=(363,1532,470,1543)
article-paragraph: This concluded the business. xyxy=(596,835,705,856)
article-paragraph: Agents: Alexandra — Mr E. L. Hope; Ngaruawahia — Mr G. J. Neal; Te Awamutu — Mr Jas. Black; Hamilton — Mr W. Chester; Cambridge — Mr F. Klingenfeld; Port Waikato — Mr J. H. Doyle. xyxy=(16,186,121,272)
sub-heading: MAIL NOTICE. xyxy=(150,532,218,542)
article-paragraph: Sir George Grey, in replying, said he would have to be excused from speaking at any length, for he was not well, therefore what he said to them that day would be very little. He had for a long series of years desired to see accomplished what had now been brought about. Taranaki had been a place totally isolated. The settlers had been shut out from their fellow-colonists by difficulties that could not be overcome. The difficulties were such as few could dream of, but that was now, he hoped, all over, and Taranaki would now make real progress, in the same manner as other parts of the colony. He hoped, with the aid of Tawhiao, and Rewi, to carry out the great work he had commenced, which would confer lasting benefit on the district. He hoped in the work that he was now engaged in he would be supported by the whole of the Europeans, and with the chiefs' assistance they would become one people. xyxy=(713,1239,822,1596)
